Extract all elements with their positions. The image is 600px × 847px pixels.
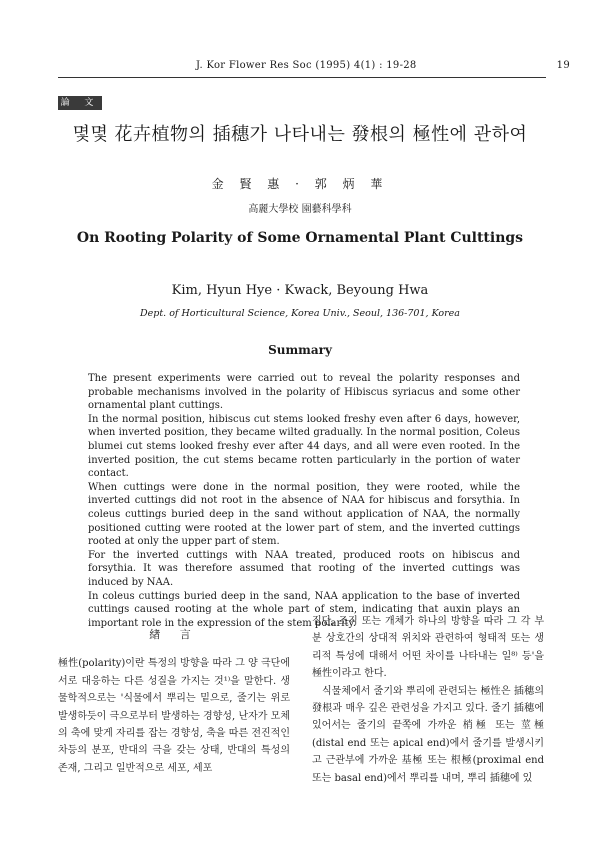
- intro-right-column: [312, 613, 544, 787]
- journal-citation: J. Kor Flower Res Soc (1995) 4(1) : 19-28: [196, 60, 417, 71]
- summary-heading: Summary: [268, 343, 332, 357]
- abstract: [88, 372, 520, 630]
- title-english: On Rooting Polarity of Some Ornamental Plant Culttings: [76, 230, 524, 246]
- affiliation-english: Dept. of Horticultural Science, Korea Univ., Seoul, 136-701, Korea: [140, 308, 460, 319]
- intro-paragraph: 極性(polarity)이란 특정의 방향을 따라 그 양 극단에 서로 대응하는 다른 성질을 가지는 것¹⁾을 말한다. 생물학적으로는 '식물에서 뿌리는 밑으로, 줄기는 위로 발생하듯이 극으로부터 발생하는 경향성, 난자가 모체의 축에 맞게 자리를 잡는 경향성, 축을 따른 전진적인 차등의 분포, 반대의 극을 갖는 상태, 반대의 특성의 존재, 그리고 일반적으로 세포, 세포: [58, 658, 290, 774]
- authors-english: Kim, Hyun Hye · Kwack, Beyoung Hwa: [171, 283, 429, 298]
- intro-paragraph: 식물체에서 줄기와 뿌리에 관련되는 極性은 插穗의 發根과 매우 깊은 관련성을 가지고 있다. 줄기 插穗에 있어서는 줄기의 끝쪽에 가까운 梢極 또는 莖極(distal end 또는 apical end)에서 줄기를 발생시키고 근관부에 가까운 基極 또는 根極(proximal end 또는 basal end)에서 뿌리를 내며, 뿌리 插穗에 있: [312, 685, 544, 784]
- abstract-paragraph: When cuttings were done in the normal position, they were rooted, while the inverted cuttings did not root in the absence of NAA for hibiscus and forsythia. In coleus cuttings buried deep in the sand without application of NAA, the normally positioned cutting were rooted at the lower part of stem, and the inverted cuttings rooted at only the upper part of stem.: [88, 481, 520, 548]
- title-korean: 몇몇 花卉植物의 插穗가 나타내는 發根의 極性에 관하여: [72, 124, 528, 145]
- affiliation-korean: 高麗大學校 園藝科學科: [248, 204, 352, 215]
- header-rule: [58, 77, 546, 78]
- abstract-paragraph: In coleus cuttings buried deep in the sand, NAA application to the base of inverted cuttings caused rooting at the whole part of stem, indicating that auxin plays an important role in the expression of the stem polarity.: [88, 590, 520, 629]
- abstract-paragraph: For the inverted cuttings with NAA treated, produced roots on hibiscus and forsythia. It was therefore assumed that rooting of the inverted cuttings was induced by NAA.: [88, 549, 520, 588]
- article-type-badge: 論 文: [58, 96, 102, 110]
- intro-left-column: [58, 626, 290, 777]
- intro-heading: 緖 言: [149, 628, 199, 641]
- page-number: 19: [556, 60, 570, 71]
- abstract-paragraph: In the normal position, hibiscus cut stems looked freshy even after 6 days, however, when inverted position, they became wilted gradually. In the normal position, Coleus blumei cut stems looked freshy ever after 44 days, and all were even rooted. In the inverted position, the cut stems became rotten particularly in the portion of water contact.: [88, 413, 520, 480]
- intro-paragraph: 집단, 조직 또는 개체가 하나의 방향을 따라 그 각 부분 상호간의 상대적 위치와 관련하여 형태적 또는 생리적 특성에 대해서 어떤 차이를 나타내는 일⁸⁾ 등'을 極性이라고 한다.: [312, 616, 544, 680]
- abstract-paragraph: The present experiments were carried out to reveal the polarity responses and probable mechanisms involved in the polarity of Hibiscus syriacus and some other ornamental plant cuttings.: [88, 373, 520, 412]
- authors-korean: 金 賢 惠 · 郭 炳 華: [211, 177, 389, 191]
